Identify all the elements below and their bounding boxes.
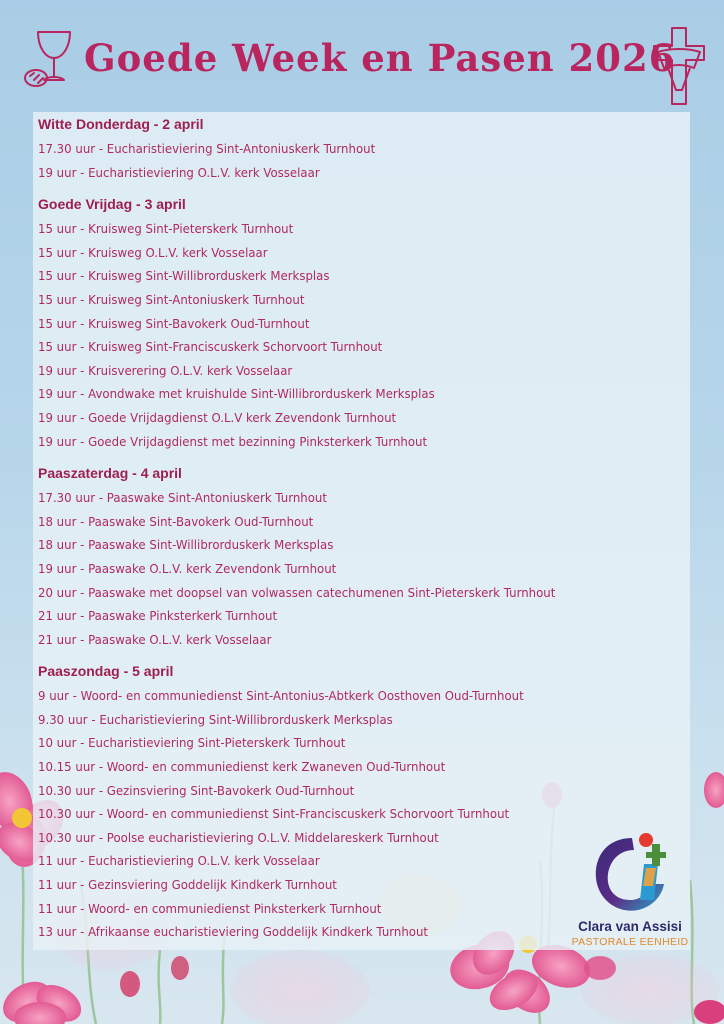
logo-name: Clara van Assisi (578, 919, 682, 934)
schedule-entry: 13 uur - Afrikaanse eucharistieviering Goddelijk Kindkerk Turnhout (38, 924, 429, 940)
chalice-bread-icon (22, 26, 78, 92)
day-section (38, 195, 678, 453)
schedule-entry: 11 uur - Gezinsviering Goddelijk Kindkerk Turnhout (38, 877, 337, 893)
schedule-entry: 15 uur - Kruisweg Sint-Franciscuskerk Schorvoort Turnhout (38, 339, 383, 355)
schedule-entry: 19 uur - Eucharistieviering O.L.V. kerk Vosselaar (38, 164, 320, 180)
day-title: Witte Donderdag - 2 april (38, 116, 204, 132)
schedule-entry: 11 uur - Eucharistieviering O.L.V. kerk Vosselaar (38, 853, 320, 869)
schedule-entry: 19 uur - Goede Vrijdagdienst met bezinning Pinksterkerk Turnhout (38, 433, 428, 449)
schedule-entry: 19 uur - Goede Vrijdagdienst O.L.V kerk Zevendonk Turnhout (38, 409, 397, 425)
cross-icon (650, 24, 708, 108)
logo-subtitle: PASTORALE EENHEID (571, 936, 689, 948)
schedule-entry: 10 uur - Eucharistieviering Sint-Pieterskerk Turnhout (38, 735, 346, 751)
schedule-entry: 19 uur - Paaswake O.L.V. kerk Zevendonk Turnhout (38, 560, 337, 576)
page-title: Goede Week en Pasen 2026 (84, 36, 676, 80)
schedule-entry: 11 uur - Woord- en communiedienst Pinksterkerk Turnhout (38, 900, 382, 916)
schedule-entry: 15 uur - Kruisweg Sint-Pieterskerk Turnhout (38, 221, 294, 237)
schedule-entry: 20 uur - Paaswake met doopsel van volwassen catechumenen Sint-Pieterskerk Turnhout (38, 584, 556, 600)
schedule-entry: 17.30 uur - Eucharistieviering Sint-Antoniuskerk Turnhout (38, 141, 376, 156)
schedule-entry: 21 uur - Paaswake O.L.V. kerk Vosselaar (38, 631, 272, 647)
schedule-entry: 15 uur - Kruisweg O.L.V. kerk Vosselaar (38, 244, 268, 260)
day-section (38, 115, 678, 184)
schedule-entry: 10.30 uur - Poolse eucharistieviering O.L.V. Middelareskerk Turnhout (38, 829, 439, 845)
schedule-entry: 9 uur - Woord- en communiedienst Sint-Antonius-Abtkerk Oosthoven Oud-Turnhout (38, 688, 524, 704)
logo-mark-icon (586, 828, 670, 918)
schedule-entry: 10.30 uur - Gezinsviering Sint-Bavokerk Oud-Turnhout (38, 782, 355, 798)
schedule-entry: 10.15 uur - Woord- en communiedienst kerk Zwaneven Oud-Turnhout (38, 759, 446, 775)
schedule-entry: 21 uur - Paaswake Pinksterkerk Turnhout (38, 608, 278, 624)
schedule-entry: 15 uur - Kruisweg Sint-Willibrorduskerk Merksplas (38, 268, 330, 284)
day-title: Paaszondag - 5 april (38, 663, 174, 680)
header (0, 0, 724, 108)
schedule-entry: 19 uur - Kruisverering O.L.V. kerk Vosselaar (38, 362, 293, 378)
schedule-entry: 15 uur - Kruisweg Sint-Antoniuskerk Turnhout (38, 291, 305, 307)
schedule-entry: 18 uur - Paaswake Sint-Bavokerk Oud-Turnhout (38, 513, 314, 529)
day-title: Goede Vrijdag - 3 april (38, 196, 186, 213)
schedule-entry: 18 uur - Paaswake Sint-Willibrorduskerk Merksplas (38, 537, 334, 553)
schedule-entry: 17.30 uur - Paaswake Sint-Antoniuskerk Turnhout (38, 490, 327, 506)
schedule-entry: 15 uur - Kruisweg Sint-Bavokerk Oud-Turnhout (38, 315, 310, 331)
day-title: Paaszaterdag - 4 april (38, 465, 182, 482)
schedule-entry: 9.30 uur - Eucharistieviering Sint-Willibrorduskerk Merksplas (38, 711, 393, 727)
schedule-entry: 19 uur - Avondwake met kruishulde Sint-Willibrorduskerk Merksplas (38, 386, 435, 402)
clara-van-assisi-logo (568, 828, 692, 956)
day-section (38, 464, 678, 651)
schedule-entry: 10.30 uur - Woord- en communiedienst Sint-Franciscuskerk Schorvoort Turnhout (38, 806, 510, 822)
